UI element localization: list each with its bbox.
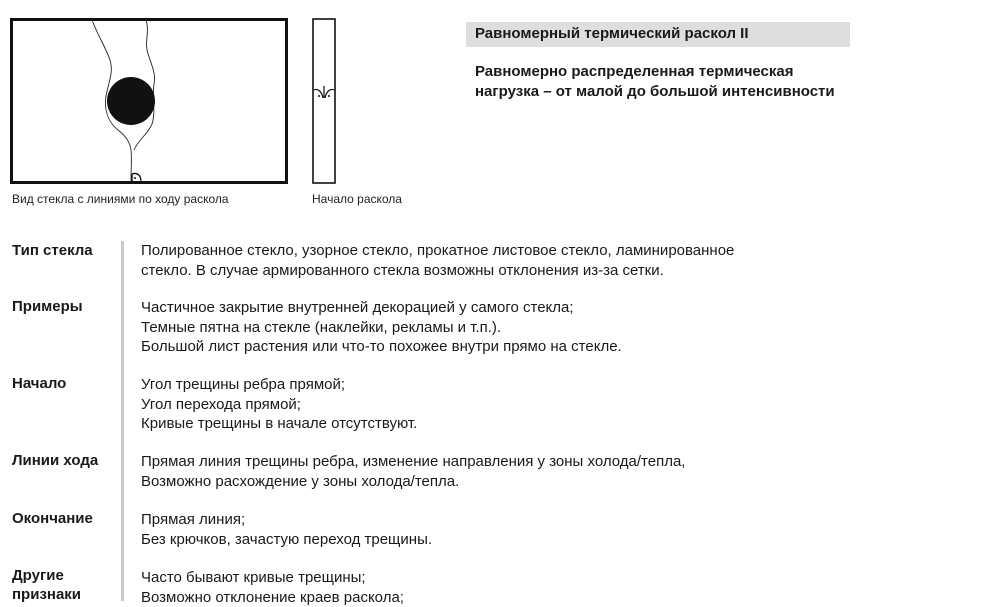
section-title: Равномерный термический раскол II <box>466 22 850 47</box>
row-label-ending <box>12 509 93 528</box>
label-line: Окончание <box>12 509 93 528</box>
figure-caption-crack-start: Начало раскола <box>312 192 402 206</box>
dark-spot <box>107 77 155 125</box>
label-line: Примеры <box>12 297 83 316</box>
text-line: Возможно отклонение краев раскола; <box>141 588 404 607</box>
row-label-examples <box>12 297 83 316</box>
row-label-crack-lines <box>12 451 98 470</box>
subtitle-line: Равномерно распределенная термическая <box>475 62 945 82</box>
row-text-glass-type <box>141 241 734 280</box>
text-line: Возможно расхождение у зоны холода/тепла. <box>141 472 685 492</box>
text-line: стекло. В случае армированного стекла возможны отклонения из-за сетки. <box>141 261 734 281</box>
figure-caption-glass-view: Вид стекла с линиями по ходу раскола <box>12 192 229 206</box>
section-subtitle <box>475 62 945 102</box>
label-line: признаки <box>12 585 81 604</box>
row-text-ending <box>141 510 432 549</box>
label-line: Тип стекла <box>12 241 93 260</box>
label-line: Начало <box>12 374 66 393</box>
text-line: Часто бывают кривые трещины; <box>141 568 404 588</box>
column-divider <box>121 241 124 601</box>
text-line: Прямая линия трещины ребра, изменение направления у зоны холода/тепла, <box>141 452 685 472</box>
row-text-examples <box>141 298 622 357</box>
row-label-start <box>12 374 66 393</box>
row-text-crack-lines <box>141 452 685 491</box>
label-line: Линии хода <box>12 451 98 470</box>
text-line: Кривые трещины в начале отсутствуют. <box>141 414 417 434</box>
text-line: Темные пятна на стекле (наклейки, рекламы и т.п.). <box>141 318 622 338</box>
text-line: Большой лист растения или что-то похожее внутри прямо на стекле. <box>141 337 622 357</box>
row-label-other-signs <box>12 566 81 604</box>
glass-pane-crack-diagram <box>10 18 288 184</box>
row-text-start <box>141 375 417 434</box>
label-line: Другие <box>12 566 81 585</box>
text-line: Частичное закрытие внутренней декорацией у самого стекла; <box>141 298 622 318</box>
subtitle-line: нагрузка – от малой до большой интенсивности <box>475 82 945 102</box>
text-line: Без крючков, зачастую переход трещины. <box>141 530 432 550</box>
text-line: Угол перехода прямой; <box>141 395 417 415</box>
glass-edge-crack-start-diagram <box>312 18 336 184</box>
row-label-glass-type <box>12 241 93 260</box>
text-line: Прямая линия; <box>141 510 432 530</box>
text-line: Угол трещины ребра прямой; <box>141 375 417 395</box>
text-line: Полированное стекло, узорное стекло, прокатное листовое стекло, ламинированное <box>141 241 734 261</box>
row-text-other-signs <box>141 568 404 607</box>
